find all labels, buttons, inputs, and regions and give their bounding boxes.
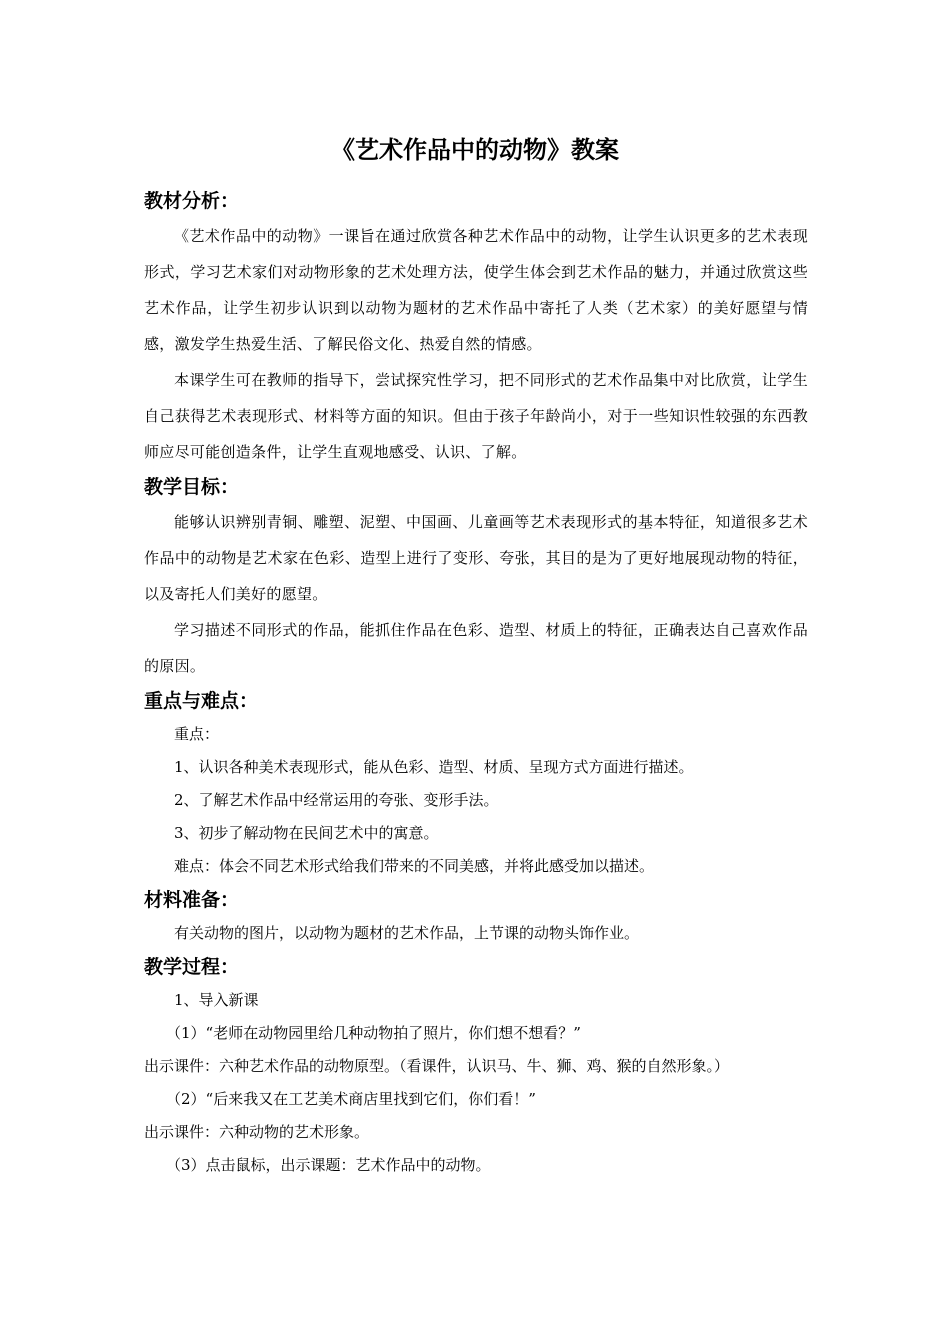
key-point-item-2: 2、了解艺术作品中经常运用的夸张、变形手法。	[174, 791, 499, 809]
section-heading-process: 教学过程：	[144, 956, 240, 978]
document-body	[144, 184, 808, 1182]
key-points-label: 重点：	[174, 725, 220, 743]
materials-text: 有关动物的图片，以动物为题材的艺术作品，上节课的动物头饰作业。	[174, 924, 640, 942]
process-show-1: 出示课件：六种艺术作品的动物原型。（看课件，认识马、牛、狮、鸡、猴的自然形象。）	[144, 1057, 730, 1075]
process-question-1: （1）“老师在动物园里给几种动物拍了照片，你们想不想看？”	[166, 1024, 581, 1042]
goals-paragraph-2: 学习描述不同形式的作品，能抓住作品在色彩、造型、材质上的特征，正确表达自己喜欢作品的原因。	[144, 621, 808, 675]
key-point-item-1: 1、认识各种美术表现形式，能从色彩、造型、材质、呈现方式方面进行描述。	[174, 758, 694, 776]
process-show-2: 出示课件：六种动物的艺术形象。	[144, 1123, 370, 1141]
goals-paragraph-1: 能够认识辨别青铜、雕塑、泥塑、中国画、儿童画等艺术表现形式的基本特征，知道很多艺术作品中的动物是艺术家在色彩、造型上进行了变形、夸张，其目的是为了更好地展现动物的特征，以及寄托人们美好的愿望。	[144, 513, 808, 603]
process-question-2: （2）“后来我又在工艺美术商店里找到它们，你们看！”	[166, 1090, 536, 1108]
key-point-item-3: 3、初步了解动物在民间艺术中的寓意。	[174, 824, 439, 842]
difficulty-text: 难点：体会不同艺术形式给我们带来的不同美感，并将此感受加以描述。	[174, 857, 655, 875]
analysis-paragraph-2: 本课学生可在教师的指导下，尝试探究性学习，把不同形式的艺术作品集中对比欣赏，让学生自己获得艺术表现形式、材料等方面的知识。但由于孩子年龄尚小，对于一些知识性较强的东西教师应尽可能创造条件，让学生直观地感受、认识、了解。	[144, 371, 808, 461]
document-title: 《艺术作品中的动物》教案	[331, 136, 619, 164]
process-step-1: 1、导入新课	[174, 991, 259, 1009]
process-question-3: （3）点击鼠标，出示课题：艺术作品中的动物。	[166, 1156, 491, 1174]
section-heading-goals: 教学目标：	[144, 476, 240, 498]
section-heading-materials: 材料准备：	[144, 889, 240, 911]
section-heading-key-points: 重点与难点：	[144, 690, 259, 712]
analysis-paragraph-1: 《艺术作品中的动物》一课旨在通过欣赏各种艺术作品中的动物，让学生认识更多的艺术表现形式，学习艺术家们对动物形象的艺术处理方法，使学生体会到艺术作品的魅力，并通过欣赏这些艺术作品，让学生初步认识到以动物为题材的艺术作品中寄托了人类（艺术家）的美好愿望与情感，激发学生热爱生活、了解民俗文化、热爱自然的情感。	[144, 227, 808, 353]
section-heading-analysis: 教材分析：	[144, 190, 240, 212]
